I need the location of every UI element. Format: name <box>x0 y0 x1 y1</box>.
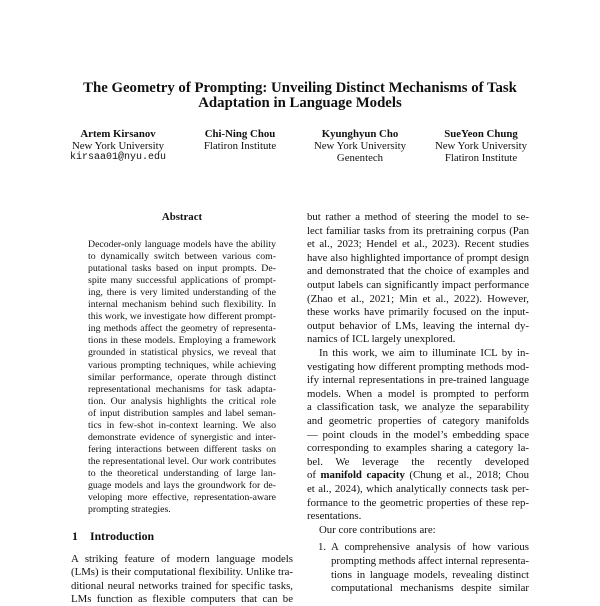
author-affiliation: New York University <box>434 140 528 153</box>
abstract-line: putational tasks based on input prompts. De- <box>88 263 276 275</box>
paragraph-line: have also highlighted importance of prompt design <box>307 251 529 264</box>
author <box>411 128 551 165</box>
abstract-line: fering interactions between different tasks on <box>88 443 276 455</box>
abstract-line: guage models and lays the groundwork for de- <box>88 480 276 491</box>
author-affiliation: Genentech <box>336 152 384 165</box>
author-name: SueYeon Chung <box>444 128 518 140</box>
paragraph-line: ify internal representations in pre-trained language <box>307 374 529 387</box>
author-affiliation: New York University <box>313 140 407 153</box>
list-marker: 1. <box>318 541 327 554</box>
paragraph-line: models. When a model is prompted to perform <box>307 387 529 400</box>
paragraph-line: A striking feature of modern language models <box>71 553 293 565</box>
abstract-line: tics in few-shot in-context learning. We also <box>88 419 276 431</box>
paragraph-line: resentations. <box>307 510 362 523</box>
paragraph-line: output labels can significantly impact performance <box>307 279 529 291</box>
abstract-line: ing, there is very limited understanding of the <box>88 287 276 299</box>
section-heading-introduction: Introduction <box>90 529 155 543</box>
paragraph-line: vestigating how different prompting methods mod- <box>307 360 529 373</box>
paper-title-line-1: The Geometry of Prompting: Unveiling Distinct Mechanisms of Task <box>83 80 517 96</box>
abstract-line: demonstrate evidence of synergistic and inter- <box>88 431 276 443</box>
text-segment: of <box>307 469 321 482</box>
author-email: kirsaa01@nyu.edu <box>69 152 166 164</box>
paragraph-line: ditional neural networks trained for specific tasks, <box>71 579 293 592</box>
author-affiliation: New York University <box>71 140 165 153</box>
list-item-line: A comprehensive analysis of how various <box>331 541 529 554</box>
abstract-line: tion. Our analysis highlights the critical role <box>88 395 276 407</box>
paragraph-line: bel. We leverage the recently developed <box>307 455 529 468</box>
abstract-line: veloping more effective, representation-aware <box>88 492 276 504</box>
paragraph-line: (Zhao et al., 2021; Min et al., 2022). However, <box>307 292 529 305</box>
abstract-line: internal mechanism behind such flexibility. In <box>88 299 276 311</box>
paragraph-line: and demonstrated that the choice of examples and <box>307 265 529 278</box>
paragraph-line: Our core contributions are: <box>319 523 436 536</box>
author <box>170 128 310 152</box>
paragraph-line: these works have primarily focused on the input- <box>307 306 529 319</box>
paragraph-line: LMs function as flexible computers that can be <box>71 592 293 605</box>
abstract-heading: Abstract <box>161 211 203 223</box>
author <box>290 128 430 165</box>
paragraph-line: but rather a method of steering the model to se- <box>307 211 529 223</box>
list-item-line: prompting methods affect internal representa- <box>331 555 529 567</box>
author-name: Chi-Ning Chou <box>204 128 276 140</box>
paragraph-line: output behavior of LMs, leaving the internal dy- <box>307 319 529 332</box>
abstract-line: this work, we investigate how different prompt- <box>88 311 276 323</box>
paper-title-line-2: Adaptation in Language Models <box>198 95 402 111</box>
term-manifold-capacity: manifold capacity <box>320 469 405 482</box>
abstract-line: grounded in statistical physics, we reveal that <box>88 347 276 359</box>
abstract-line: to dynamically switch between various com- <box>88 251 276 263</box>
author-name: Artem Kirsanov <box>80 128 156 140</box>
paragraph-line: a classification task, we analyze the separability <box>307 401 529 414</box>
list-item-line: tions in language models, revealing distinct <box>331 568 529 581</box>
abstract-line: tions in these models. Employing a framework <box>88 335 276 347</box>
abstract-line: the representational level. Our work contributes <box>88 455 276 467</box>
paragraph-line: — point clouds in the model’s embedding space <box>307 428 529 441</box>
abstract-line: Decoder-only language models have the ability <box>88 239 276 250</box>
abstract-line: various prompting techniques, while achieving <box>88 359 276 371</box>
abstract-line: representational mechanisms for task adapta- <box>88 383 276 395</box>
paragraph-line-manifold-capacity <box>307 469 529 482</box>
paragraph-line: In this work, we aim to illuminate ICL by in- <box>319 347 529 359</box>
paragraph-line: namics of ICL largely unexplored. <box>307 333 456 346</box>
abstract-line: spite many successful applications of prompt- <box>88 275 276 287</box>
paragraph-line: et al., 2023; Hendel et al., 2023). Recent studies <box>307 238 529 251</box>
list-item-line: computational mechanisms despite similar <box>331 582 529 595</box>
citation-segment: (Chung et al., 2018; Chou <box>404 469 529 482</box>
abstract-line: of input distribution samples and label seman- <box>88 407 276 419</box>
author-affiliation: Flatiron Institute <box>203 140 277 153</box>
author-affiliation: Flatiron Institute <box>444 152 518 165</box>
author <box>48 128 188 165</box>
abstract-line: prompting strategies. <box>88 504 171 516</box>
abstract-line: to the theoretical understanding of large lan- <box>88 467 276 479</box>
paragraph-line: corresponding to examples sharing a category la- <box>307 442 529 455</box>
paragraph-line: et al., 2024), which analytically connects task per- <box>307 483 529 495</box>
author-name: Kyunghyun Cho <box>321 128 399 140</box>
paragraph-line: formance to the geometric properties of these rep- <box>307 496 529 509</box>
abstract-line: ing methods affect the geometry of representa- <box>88 323 276 335</box>
section-number: 1 <box>72 529 78 543</box>
paragraph-line: lect familiar tasks from its pretraining corpus (Pan <box>307 224 529 237</box>
paragraph-line: and geometric properties of category manifolds <box>307 415 529 427</box>
abstract-line: similar performance, operate through distinct <box>88 371 276 383</box>
paragraph-line: (LMs) is their computational flexibility. Unlike tra- <box>71 566 293 579</box>
